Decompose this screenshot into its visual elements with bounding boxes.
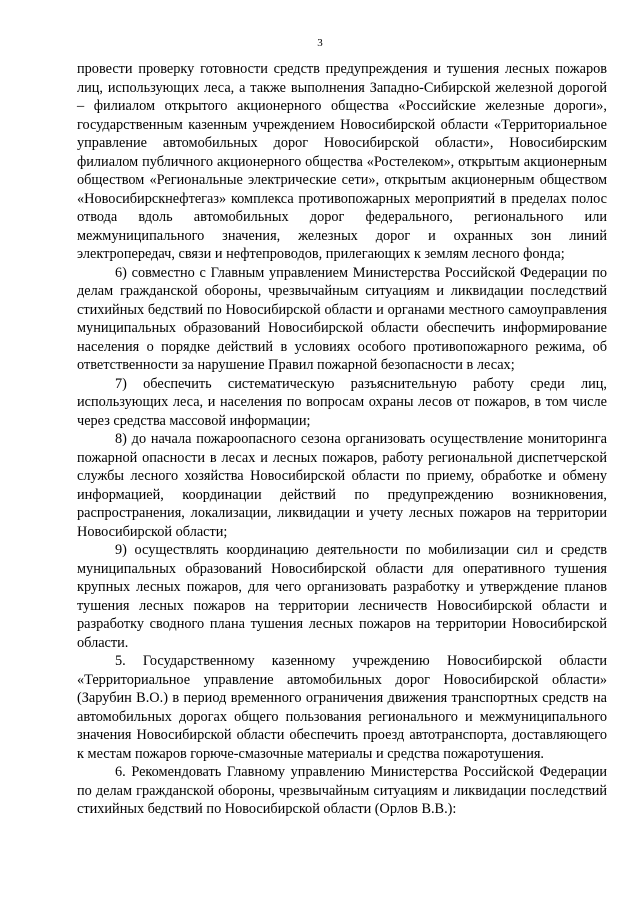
paragraph-section-5: 5. Государственному казенному учреждению Новосибирской области «Территориальное управление автомобильных дорог Новосибирской области» (Зарубин В.О.) в период временного ограничения движения транспортных средств на автомобильных дорогах общего пользования регионального и межмуниципального значения Новосибирской области обеспечить проезд автотранспорта, доставляющего к местам пожаров горюче-смазочные материалы и средства пожаротушения. (77, 653, 607, 762)
paragraph-section-6: 6. Рекомендовать Главному управлению Министерства Российской Федерации по делам гражданской обороны, чрезвычайным ситуациям и ликвидации последствий стихийных бедствий по Новосибирской области (Орлов В.В.): (77, 764, 607, 817)
page-number: 3 (317, 37, 323, 49)
paragraph-item-6: 6) совместно с Главным управлением Министерства Российской Федерации по делам гражданской обороны, чрезвычайным ситуациям и ликвидации последствий стихийных бедствий по Новосибирской области и органами местного самоуправления муниципальных образований Новосибирской области обеспечить информирование населения о порядке действий в условиях особого противопожарного режима, об ответственности за нарушение Правил пожарной безопасности в лесах; (77, 264, 607, 373)
paragraph-item-7: 7) обеспечить систематическую разъяснительную работу среди лиц, использующих леса, и населения по вопросам охраны лесов от пожаров, в том числе через средства массовой информации; (77, 375, 607, 429)
paragraph-item-8: 8) до начала пожароопасного сезона организовать осуществление мониторинга пожарной опасности в лесах и лесных пожаров, работу региональной диспетчерской службы лесного хозяйства Новосибирской области по приему, обработке и обмену информацией, координации действий по предупреждению возникновения, распространения, локализации, ликвидации и учету лесных пожаров на территории Новосибирской области; (77, 431, 607, 540)
paragraph-item-9: 9) осуществлять координацию деятельности по мобилизации сил и средств муниципальных образований Новосибирской области для оперативного тушения крупных лесных пожаров, для чего организовать разработку и утверждение планов тушения лесных пожаров на территории лесничеств Новосибирской области и разработку сводного плана тушения лесных пожаров на территории Новосибирской области. (77, 542, 607, 651)
document-body (77, 60, 607, 819)
paragraph-intro: провести проверку готовности средств предупреждения и тушения лесных пожаров лиц, использующих леса, а также выполнения Западно-Сибирской железной дорогой – филиалом открытого акционерного общества «Российские железные дороги», государственным казенным учреждением Новосибирской области «Территориальное управление автомобильных дорог Новосибирской области», Новосибирским филиалом публичного акционерного общества «Ростелеком», открытым акционерным обществом «Региональные электрические сети», открытым акционерным обществом «Новосибирскнефтегаз» комплекса противопожарных мероприятий в пределах полос отвода вдоль автомобильных дорог федерального, регионального или межмуниципального значения, железных дорог и охранных зон линий электропередач, связи и нефтепроводов, прилегающих к землям лесного фонда; (77, 61, 607, 262)
